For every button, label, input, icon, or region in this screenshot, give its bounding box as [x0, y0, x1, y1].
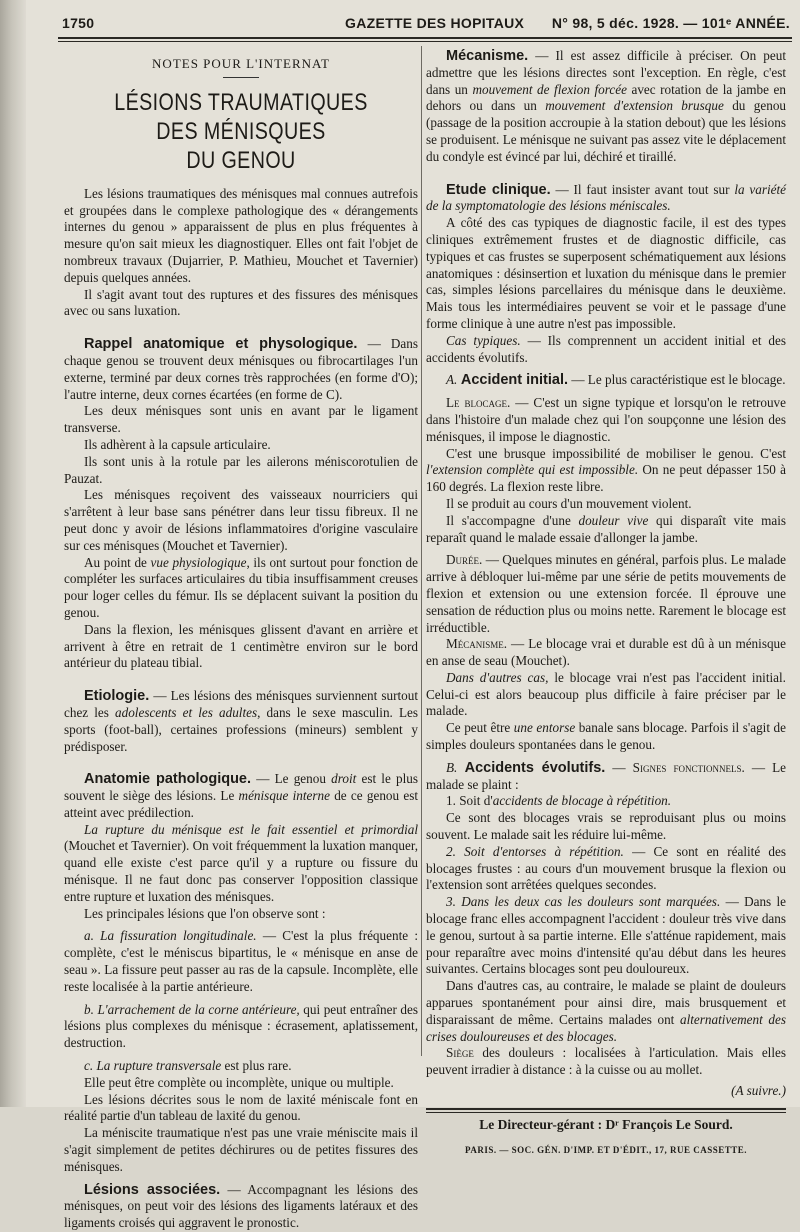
associees-paragraph: Lésions associées. — Accompagnant les lésions des ménisques, on peut voir des lésions des ligaments latéraux et des ligaments croisés qui aggravent le pronostic.: [64, 1181, 418, 1231]
lesion-item-a: a. La fissuration longitudinale. — C'est la plus fréquente : complète, c'est le méniscus bipartitus, le « ménisque en anse de seau ». La fissure peut passer au ras de la capsule. Incomplète, elle reste localisée à la partie antérieure.: [64, 928, 418, 994]
article-title-line1: LÉSIONS TRAUMATIQUES DES MÉNISQUES: [114, 88, 368, 145]
anatomie-heading: Anatomie pathologique.: [84, 771, 252, 788]
left-column: [64, 48, 418, 1232]
article-title-line2: DU GENOU: [186, 146, 296, 174]
footer-rule: [426, 1108, 786, 1110]
footer-rule-thin: [426, 1112, 786, 1113]
article-title: [96, 88, 386, 175]
page-binding-edge: [0, 0, 26, 1107]
rappel-paragraph-6: Au point de vue physiologique, ils ont surtout pour fonction de compléter les surfaces articulaires du tibia insuffisamment creuses pour loger celles du fémur. Ils se déplacent suivant la position du genou.: [64, 554, 418, 620]
etude-heading: Etude clinique.: [446, 181, 551, 198]
blocage-paragraph: Le blocage. — C'est un signe typique et lorsqu'on le retrouve dans l'histoire d'un malade chez qui l'on soupçonne une lésion des ménisques, il impose le diagnostic.: [426, 395, 786, 444]
publication-name: GAZETTE DES HOPITAUX: [345, 15, 525, 31]
lesion-item-c: c. La rupture transversale est plus rare.: [84, 1058, 292, 1074]
rappel-paragraph-3: Ils adhèrent à la capsule articulaire.: [84, 436, 271, 452]
anatomie-paragraph-3: Les principales lésions que l'on observe sont :: [84, 905, 326, 921]
printer-imprint: PARIS. — SOC. GÉN. D'IMP. ET D'ÉDIT., 17, RUE CASSETTE.: [465, 1144, 747, 1155]
column-divider: [421, 46, 422, 1056]
title-rule: [223, 77, 259, 78]
lesion-item-c-4: La méniscite traumatique n'est pas une vraie méniscite mais il s'agit simplement de petites déchirures ou de petites fissures des ménisques.: [64, 1125, 418, 1174]
director-credit: Le Directeur-gérant : Dʳ François Le Sourd.: [479, 1116, 733, 1132]
anatomie-paragraph-2: La rupture du ménisque est le fait essentiel et primordial (Mouchet et Tavernier). On voit fréquemment la luxation manquer, quand elle existe c'est parce qu'il y a rupture ou fissure du ménisque. Il ne faut donc pas conserver l'opposition classique entre rupture et luxation des ménisques.: [64, 821, 418, 904]
evolutif-item-4: Dans d'autres cas, au contraire, le malade se plaint de douleurs apparues spontanément pour ainsi dire, mais brusquement et disparaissant de même. Certains malades ont alternativement des crises douloureuses et des blocages.: [426, 978, 787, 1044]
duree-paragraph: Durée. — Quelques minutes en général, parfois plus. Le malade arrive à débloquer lui-même par une série de petits mouvements de flexion et extension ou une extension forcée. Il éprouve une sensation de réduction plus ou moins nette. Rarement le blocage est irréductible.: [426, 552, 786, 635]
mecanisme-heading: Mécanisme.: [446, 48, 529, 64]
blocage-paragraph-4: Il s'accompagne d'une douleur vive qui disparaît vite mais reparaît quand le malade essaie d'allonger la jambe.: [426, 512, 786, 545]
blocage-paragraph-2: C'est une brusque impossibilité de mobiliser le genou. C'est l'extension complète qui est impossible. On ne peut dépasser 150 à 160 degrés. La flexion reste libre.: [426, 445, 786, 495]
entorse-paragraph: Ce peut être une entorse banale sans blocage. Parfois il s'agit de simples douleurs spontanées dans le genou.: [426, 720, 786, 753]
etude-paragraph: Etude clinique. — Il faut insister avant tout sur la variété de la symptomatologie des lésions méniscales.: [426, 181, 787, 214]
rappel-paragraph: Rappel anatomique et physologique. — Dans chaque genou se trouvent deux ménisques ou fibrocartilages l'un externe, terminé par deux cornes très rapprochées (en forme d'O); l'autre interne, deux cornes écartées (en forme de C).: [64, 336, 418, 402]
etiologie-heading: Etiologie.: [84, 688, 150, 705]
autres-cas-paragraph: Dans d'autres cas, le blocage vrai n'est pas l'accident initial. Celui-ci est alors beaucoup plus difficile à faire préciser par le malade.: [426, 669, 786, 719]
evolutif-item-1: 1. Soit d'accidents de blocage à répétition.: [446, 793, 672, 809]
accident-initial-heading: Accident initial.: [457, 372, 569, 389]
header-rule: [58, 37, 792, 39]
mecanisme-paragraph: Mécanisme. — Il est assez difficile à préciser. On peut admettre que les lésions directes sont l'exception. En règle, c'est dans un mouvement de flexion forcée avec rotation de la jambe en dehors ou dans un mouvement d'extension brusque du genou (passage de la position accroupie à la station debout) que les lésions se produisent. Le ménisque ne suivant pas assez vite le déplacement du condyle est évincé par lui, déchiré et tiraillé.: [426, 48, 787, 164]
lesion-item-c-3: Les lésions décrites sous le nom de laxité méniscale font en réalité partie d'un tableau de laxité du genou.: [64, 1091, 418, 1124]
lesion-item-b: b. L'arrachement de la corne antérieure, qui peut entraîner des lésions plus complexes du ménisque : écrasement, aplatissement, destruction.: [64, 1001, 418, 1051]
issue-info: N° 98, 5 déc. 1928. — 101ᵉ ANNÉE.: [551, 15, 790, 31]
lesion-item-c-2: Elle peut être complète ou incomplète, unique ou multiple.: [84, 1074, 394, 1090]
siege-paragraph: Siège des douleurs : localisées à l'articulation. Mais elles peuvent irradier à distance : à la cuisse ou au mollet.: [426, 1045, 786, 1078]
page-header: [40, 12, 792, 34]
blocage-paragraph-3: Il se produit au cours d'un mouvement violent.: [446, 495, 692, 511]
accident-initial-paragraph: A. Accident initial. — Le plus caractéristique est le blocage.: [446, 372, 786, 389]
header-rule-thin: [58, 41, 792, 42]
intro-paragraph-2: Il s'agit avant tout des ruptures et des fissures des ménisques avec ou sans luxation.: [64, 286, 418, 319]
mecanisme-2-paragraph: Mécanisme. — Le blocage vrai et durable est dû à un ménisque en anse de seau (Mouchet).: [426, 636, 786, 669]
rappel-paragraph-7: Dans la flexion, les ménisques glissent d'avant en arrière et arrivent à être en retrait de 1 centimètre environ sur le bord antérieur du plateau tibial.: [64, 621, 418, 671]
rappel-paragraph-5: Les ménisques reçoivent des vaisseaux nourriciers qui s'arrêtent à leur base sans pénétrer dans leur tissu fibreux. Il ne peut donc y avoir de lésions inflammatoires d'origine vasculaire sur ces ménisques (Mouchet et Tavernier).: [64, 487, 418, 553]
rappel-heading: Rappel anatomique et physologique.: [84, 336, 358, 353]
accidents-evolutifs-paragraph: B. Accidents évolutifs. — Signes fonctionnels. — Le malade se plaint :: [426, 759, 786, 792]
rappel-paragraph-2: Les deux ménisques sont unis en avant par le ligament transverse.: [64, 403, 418, 436]
etiologie-paragraph: Etiologie. — Les lésions des ménisques surviennent surtout chez les adolescents et les adultes, dans le sexe masculin. Les sports (foot-ball), certaines professions (mineurs) semblent y prédisposer.: [64, 688, 418, 754]
evolutif-item-2: 2. Soit d'entorses à répétition. — Ce sont en réalité des blocages frustes : au cours d'un mouvement brusque la flexion ou l'extension sont arrêtées quelques secondes.: [426, 843, 786, 893]
cas-typiques-paragraph: Cas typiques. — Ils comprennent un accident initial et des accidents évolutifs.: [426, 332, 786, 365]
accidents-evolutifs-heading: Accidents évolutifs.: [457, 759, 606, 776]
associees-heading: Lésions associées.: [84, 1181, 221, 1198]
series-title: NOTES POUR L'INTERNAT: [152, 56, 330, 71]
intro-paragraph-1: Les lésions traumatiques des ménisques mal connues autrefois et groupées dans le complexe pathologique des « dérangements internes du genou » apparaissent de plus en plus fréquentes à mesure qu'on sait mieux les diagnostiquer. Elles ont fait l'objet de nombreux travaux (Dujarrier, P. Mathieu, Mouchet et Tavernier) depuis quelques années.: [64, 185, 418, 285]
to-be-continued: (A suivre.): [731, 1083, 786, 1099]
evolutif-item-3: 3. Dans les deux cas les douleurs sont marquées. — Dans le blocage franc elles accompagnent l'accident : douleur très vive dans le genou, surtout à sa partie interne. Elle s'atténue rapidement, mais pour reparaître avec moins d'intensité qu'au début dans les heures suivantes. Certains blocages sont peu douloureux.: [426, 894, 786, 977]
page-number: 1750: [62, 15, 95, 31]
evolutif-item-1-2: Ce sont des blocages vrais se reproduisant plus ou moins souvent. Le malade sait les réduire lui-même.: [426, 810, 786, 843]
anatomie-paragraph: Anatomie pathologique. — Le genou droit est le plus souvent le siège des lésions. Le ménisque interne de ce genou est atteint avec prédilection.: [64, 771, 418, 820]
etude-paragraph-2: A côté des cas typiques de diagnostic facile, il est des types cliniques extrêmement frustes et de diagnostic difficile, cas typiques et cas frustes se superposent schématiquement aux lésions anatomiques : désinsertion et luxation du ménisque dans le premier cas, simples lésions parcellaires du ménisque dans le deuxième. Mais tous les intermédiaires peuvent se voir et le passage d'une forme clinique à une autre n'est pas impossible.: [426, 215, 786, 331]
right-column: [426, 48, 786, 1158]
rappel-paragraph-4: Ils sont unis à la rotule par les ailerons méniscorotulien de Pauzat.: [64, 453, 418, 486]
